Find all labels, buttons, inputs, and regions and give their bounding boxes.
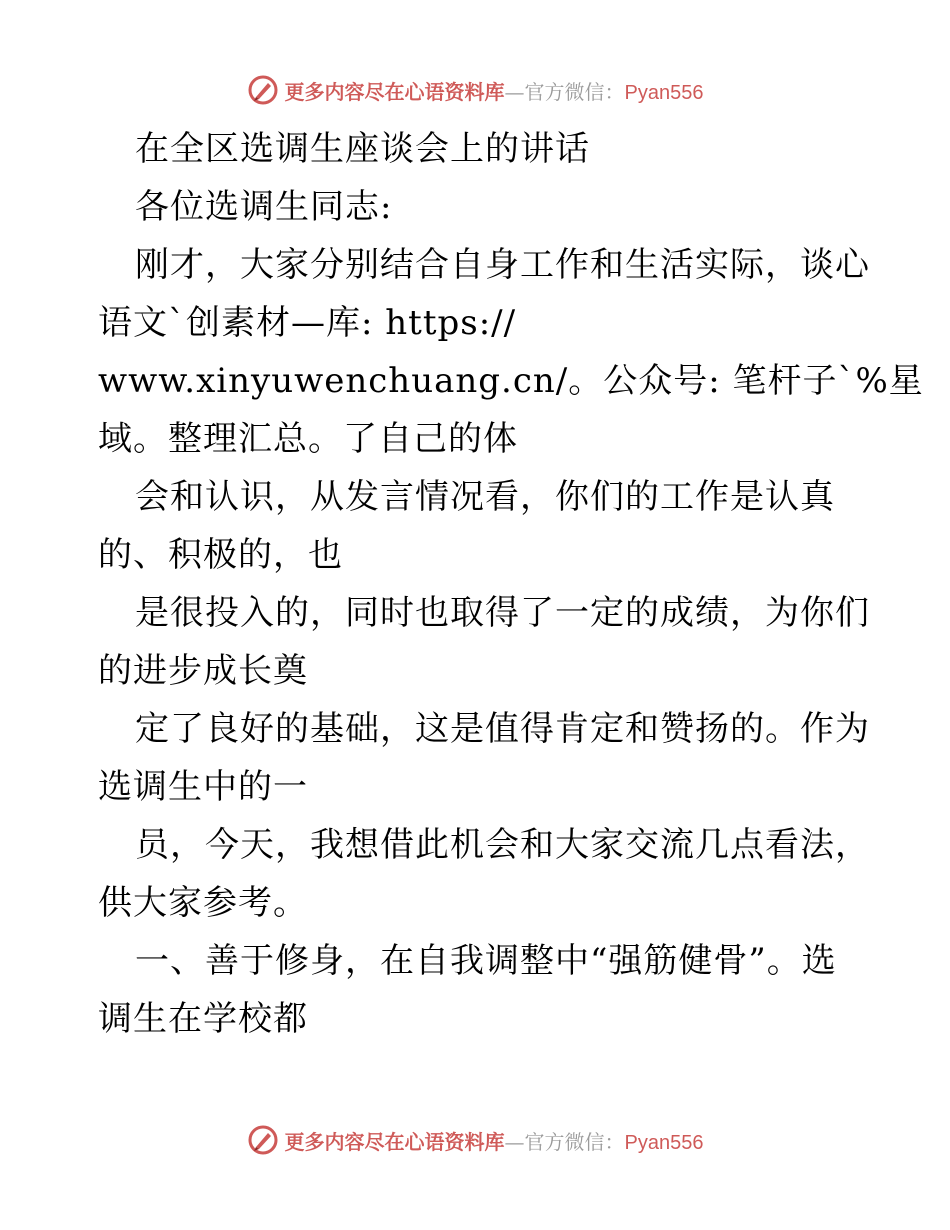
text-line: 定了良好的基础，这是值得肯定和赞扬的。作为: [135, 709, 870, 749]
pen-logo-icon: [247, 1124, 279, 1156]
pen-logo-icon: [247, 74, 279, 106]
footer-wechat-id: Pyan556: [624, 1131, 704, 1154]
text-line: 是很投入的，同时也取得了一定的成绩，为你们: [135, 593, 870, 633]
text-line: 的、积极的，也: [98, 535, 343, 575]
text-line: 语文`创素材—库: https://: [98, 303, 517, 343]
header-brand-text: 更多内容尽在心语资料库: [284, 79, 505, 104]
text-line: 选调生中的一: [98, 767, 308, 807]
text-line: 供大家参考。: [98, 883, 308, 923]
text-line: 的进步成长奠: [98, 651, 308, 691]
header-banner: [285, 76, 704, 105]
header-official-label: 官方微信：: [524, 79, 625, 104]
section-heading-line: 一、善于修身，在自我调整中“强筋健骨”。选: [135, 941, 837, 981]
text-line: 调生在学校都: [98, 999, 308, 1039]
footer-dash: —: [504, 1129, 525, 1154]
salutation: 各位选调生同志:: [135, 187, 393, 227]
text-line: www.xinyuwenchuang.cn/。公众号: 笔杆子`%星: [98, 361, 924, 401]
page-footer: [0, 1120, 950, 1160]
page-header: [0, 70, 950, 110]
footer-banner: [285, 1126, 704, 1155]
footer-official-label: 官方微信：: [524, 1129, 625, 1154]
text-line: 刚才，大家分别结合自身工作和生活实际，谈心: [135, 245, 870, 285]
text-line: 会和认识，从发言情况看，你们的工作是认真: [135, 477, 835, 517]
document-body: [98, 120, 924, 1048]
text-line: 员，今天，我想借此机会和大家交流几点看法，: [135, 825, 870, 865]
document-title: 在全区选调生座谈会上的讲话: [135, 129, 590, 169]
text-line: 域。整理汇总。了自己的体: [98, 419, 518, 459]
header-wechat-id: Pyan556: [624, 81, 704, 104]
footer-brand-text: 更多内容尽在心语资料库: [284, 1129, 505, 1154]
header-dash: —: [504, 79, 525, 104]
